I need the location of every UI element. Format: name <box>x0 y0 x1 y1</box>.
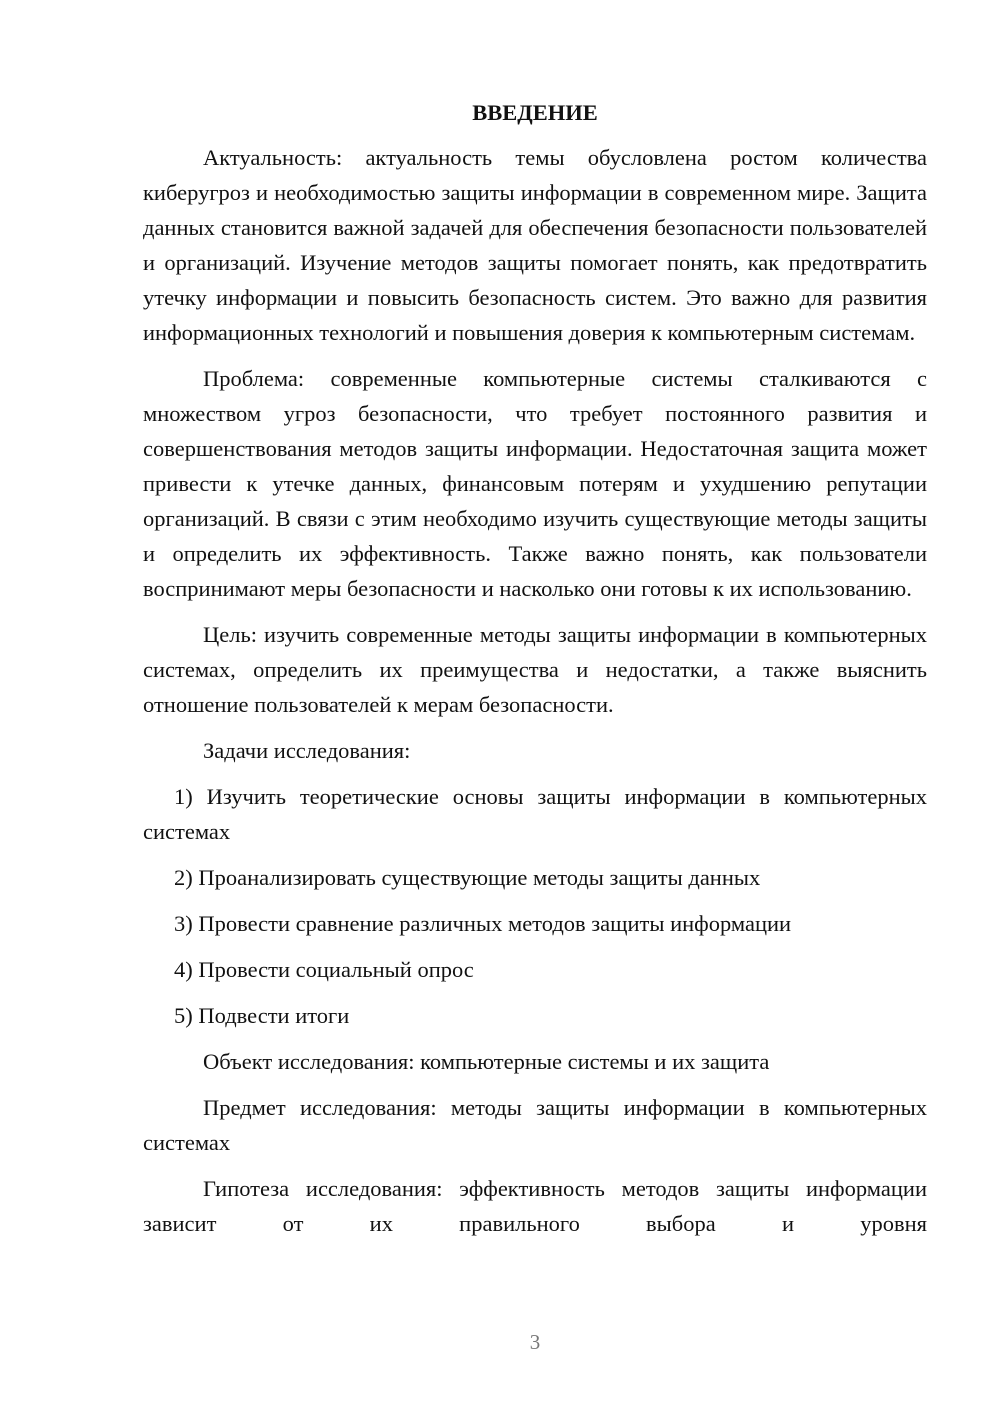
task-item-3: 3) Провести сравнение различных методов защиты информации <box>174 911 792 936</box>
page-content <box>143 95 927 1252</box>
task-item-2: 2) Проанализировать существующие методы защиты данных <box>174 865 761 890</box>
problem-paragraph: Проблема: современные компьютерные системы сталкиваются с множеством угроз безопасности, что требует постоянного развития и совершенствования методов защиты информации. Недостаточная защита может привести к утечке данных, финансовым потерям и ухудшению репутации организаций. В связи с этим необходимо изучить существующие методы защиты и определить их эффективность. Также важно понять, как пользователи воспринимают меры безопасности и насколько они готовы к их использованию. <box>143 366 927 601</box>
section-heading: ВВЕДЕНИЕ <box>472 100 598 125</box>
research-object: Объект исследования: компьютерные системы и их защита <box>203 1049 770 1074</box>
tasks-heading: Задачи исследования: <box>203 738 411 763</box>
relevance-paragraph: Актуальность: актуальность темы обусловлена ростом количества киберугроз и необходимостью защиты информации в современном мире. Защита данных становится важной задачей для обеспечения безопасности пользователей и организаций. Изучение методов защиты помогает понять, как предотвратить утечку информации и повысить безопасность систем. Это важно для развития информационных технологий и повышения доверия к компьютерным системам. <box>143 145 927 345</box>
research-subject: Предмет исследования: методы защиты информации в компьютерных системах <box>143 1095 927 1155</box>
task-item-1: 1) Изучить теоретические основы защиты информации в компьютерных системах <box>143 784 927 844</box>
goal-paragraph: Цель: изучить современные методы защиты информации в компьютерных системах, определить их преимущества и недостатки, а также выяснить отношение пользователей к мерам безопасности. <box>143 622 927 717</box>
task-item-4: 4) Провести социальный опрос <box>174 957 474 982</box>
task-item-5: 5) Подвести итоги <box>174 1003 350 1028</box>
research-hypothesis: Гипотеза исследования: эффективность методов защиты информации зависит от их правильного выбора и уровня <box>143 1176 927 1236</box>
page-number: 3 <box>529 1330 541 1354</box>
